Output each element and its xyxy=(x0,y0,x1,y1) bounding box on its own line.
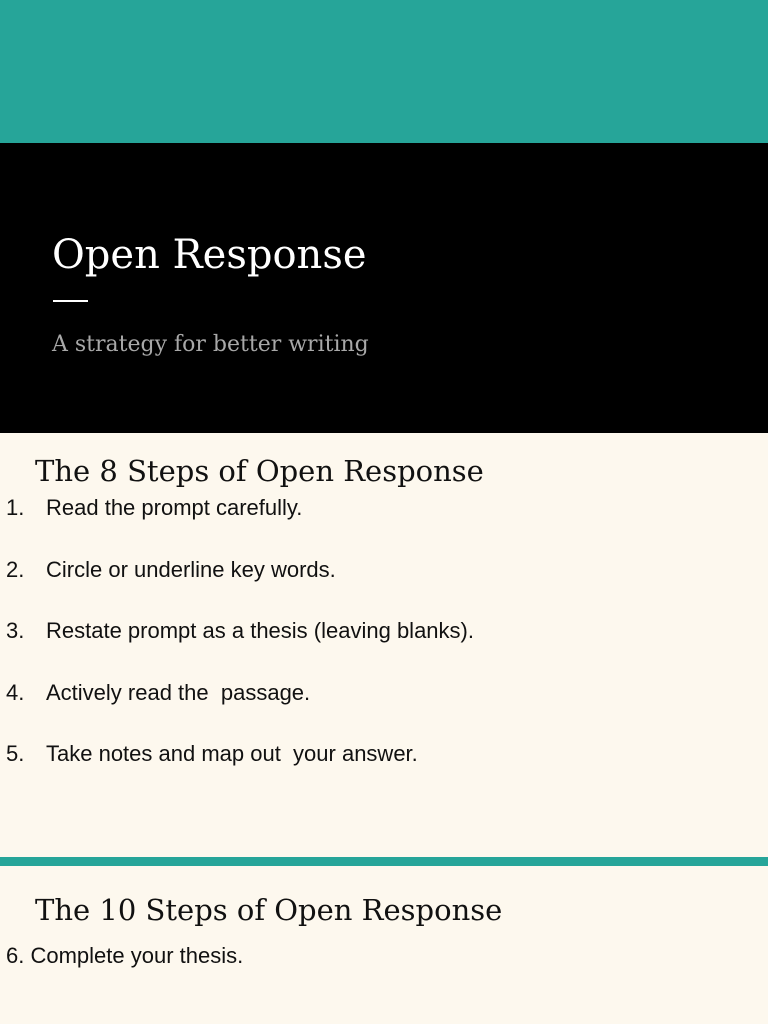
step-number: 5. xyxy=(6,741,25,766)
steps-slide-1 xyxy=(0,433,768,857)
step-text: Restate prompt as a thesis (leaving blanks). xyxy=(46,618,474,643)
title-slide xyxy=(0,143,768,433)
steps-slide-2 xyxy=(0,866,768,1024)
step-text: Read the prompt carefully. xyxy=(46,495,303,520)
title-underline xyxy=(53,300,88,302)
presentation-title: Open Response xyxy=(52,232,367,278)
presentation-subtitle: A strategy for better writing xyxy=(52,332,369,357)
step-number: 3. xyxy=(6,618,25,643)
step-text: Take notes and map out your answer. xyxy=(46,741,418,766)
slide-heading: The 8 Steps of Open Response xyxy=(35,454,484,488)
step-text: Circle or underline key words. xyxy=(46,556,336,582)
step-number: 4. xyxy=(6,679,25,705)
slide-heading: The 10 Steps of Open Response xyxy=(35,893,503,927)
step-item: 6. Complete your thesis. xyxy=(6,943,244,968)
step-text: Actively read the passage. xyxy=(46,679,311,705)
step-number: 2. xyxy=(6,556,25,582)
accent-band-top xyxy=(0,0,768,143)
slide-divider xyxy=(0,857,768,866)
step-number: 1. xyxy=(6,495,25,520)
